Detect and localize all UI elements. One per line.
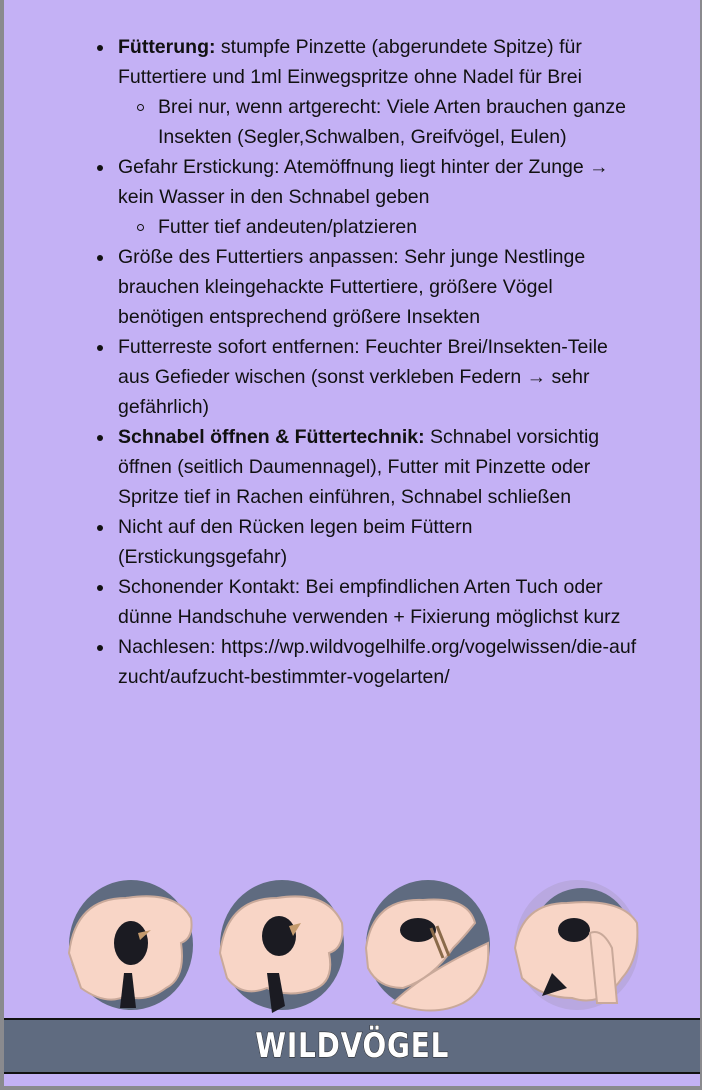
sub-list-item: Futter tief andeuten/platzieren — [158, 212, 638, 242]
list-item — [118, 152, 638, 242]
item-text: Größe des Futtertiers anpassen: Sehr junge Nestlinge brauchen kleingehackte Futtertiere, größere Vögel benötigen entsprechend größere Insekten — [118, 246, 586, 328]
item-link-text[interactable]: Nachlesen: https://wp.wildvogelhilfe.org/vogelwissen/die-aufzucht/aufzucht-bestimmter-vogelarten/ — [118, 636, 637, 688]
illustration-hand-holding-bird-1 — [66, 878, 196, 1013]
feeding-illustrations — [0, 878, 702, 1013]
bottom-border — [0, 1086, 702, 1090]
list-item — [118, 332, 638, 422]
list-item — [118, 632, 638, 692]
item-text: Schnabel vorsichtig öffnen (seitlich Daumennagel), Futter mit Pinzette oder Spritze tief in Rachen einführen, Schnabel schließen — [118, 426, 600, 508]
banner-title: WILDVÖGEL — [255, 1026, 449, 1066]
feeding-tips-list — [118, 32, 638, 692]
list-item — [118, 422, 638, 512]
list-item — [118, 512, 638, 572]
list-item — [118, 572, 638, 632]
item-heading: Fütterung: — [118, 36, 216, 58]
sub-list-item: Brei nur, wenn artgerecht: Viele Arten brauchen ganze Insekten (Segler,Schwalben, Greifvögel, Eulen) — [158, 92, 638, 152]
item-text: Futterreste sofort entfernen: Feuchter Brei/Insekten-Teile aus Gefieder wischen (sonst verkleben Federn → sehr gefährlich) — [118, 336, 608, 418]
item-text: Nicht auf den Rücken legen beim Füttern (Erstickungsgefahr) — [118, 516, 473, 568]
list-item — [118, 32, 638, 152]
category-banner — [4, 1018, 700, 1074]
item-text: Schonender Kontakt: Bei empfindlichen Arten Tuch oder dünne Handschuhe verwenden + Fixierung möglichst kurz — [118, 576, 621, 628]
item-text: stumpfe Pinzette (abgerundete Spitze) für Futtertiere und 1ml Einwegspritze ohne Nadel für Brei — [118, 36, 582, 88]
list-item — [118, 242, 638, 332]
item-text: Gefahr Erstickung: Atemöffnung liegt hinter der Zunge → kein Wasser in den Schnabel geben — [118, 156, 609, 208]
item-heading: Schnabel öffnen & Füttertechnik: — [118, 426, 425, 448]
illustration-hand-holding-bird-2 — [217, 878, 347, 1013]
illustration-opening-beak — [512, 878, 642, 1013]
illustration-feeding-with-tweezers — [363, 878, 493, 1013]
